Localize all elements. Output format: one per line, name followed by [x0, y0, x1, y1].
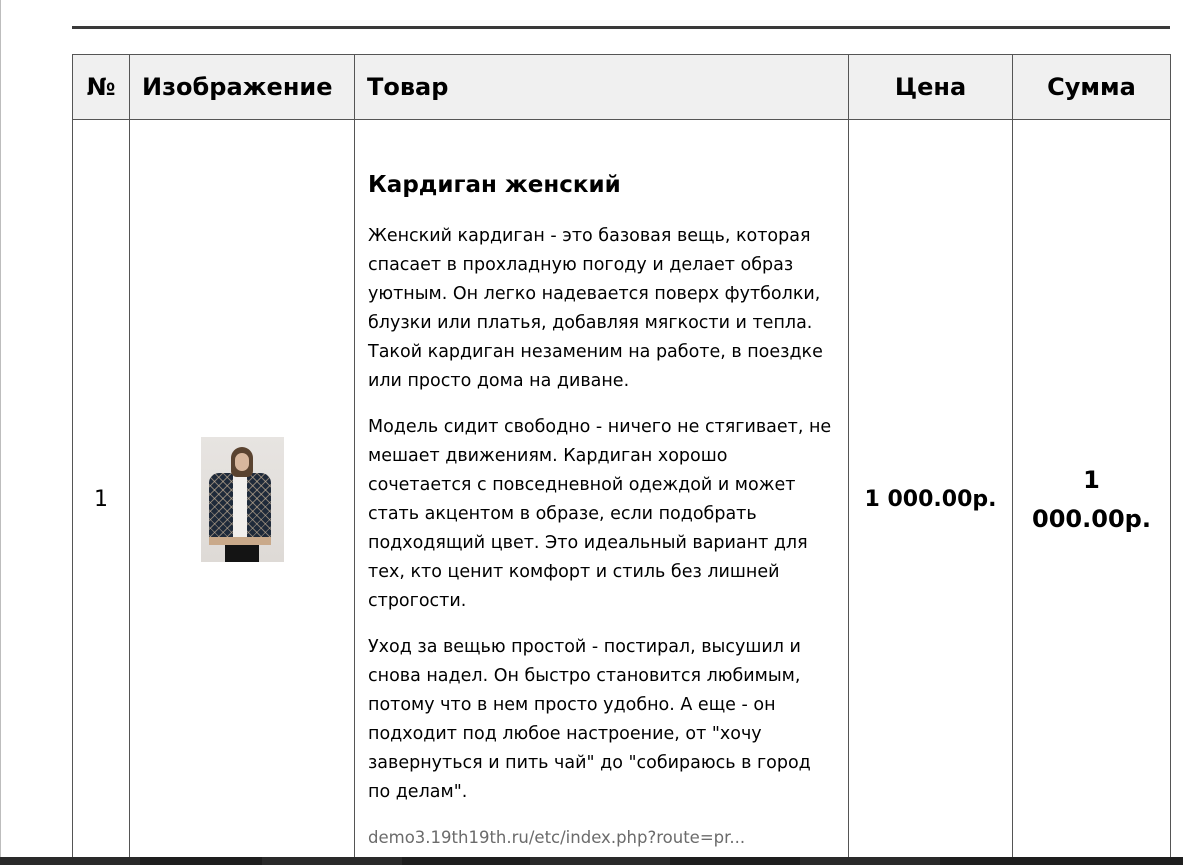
order-items-table: [72, 54, 1171, 865]
product-sum: 1 000.00р.: [1013, 120, 1171, 865]
product-price: 1 000.00р.: [849, 120, 1013, 865]
product-description: [368, 222, 836, 807]
column-header-product: Товар: [355, 55, 849, 120]
header-divider: [72, 26, 1170, 29]
table-row: [73, 120, 1171, 865]
column-header-sum: Сумма: [1013, 55, 1171, 120]
column-header-num: №: [73, 55, 130, 120]
row-number: 1: [73, 120, 130, 865]
taskbar-strip: [0, 857, 1183, 865]
table-header-row: [73, 55, 1171, 120]
column-header-image: Изображение: [130, 55, 355, 120]
column-header-price: Цена: [849, 55, 1013, 120]
description-paragraph: Модель сидит свободно - ничего не стягивает, не мешает движениям. Кардиган хорошо сочетается с повседневной одеждой и может стать акцентом в образе, если подобрать подходящий цвет. Это идеальный вариант для тех, кто ценит комфорт и стиль без лишней строгости.: [368, 417, 832, 611]
product-thumbnail[interactable]: [201, 437, 284, 562]
description-paragraph: Женский кардиган - это базовая вещь, которая спасает в прохладную погоду и делает образ уютным. Он легко надевается поверх футболки, блузки или платья, добавляя мягкости и тепла. Такой кардиган незаменим на работе, в поездке или просто дома на диване.: [368, 226, 823, 391]
product-image-cell: [130, 120, 355, 865]
window-edge: [0, 0, 1, 865]
product-url: demo3.19th19th.ru/etc/index.php?route=pr...: [368, 828, 746, 847]
product-info-cell: [355, 120, 849, 865]
description-paragraph: Уход за вещью простой - постирал, высушил и снова надел. Он быстро становится любимым, потому что в нем просто удобно. А еще - он подходит под любое настроение, от "хочу завернуться и пить чай" до "собираюсь в город по делам".: [368, 637, 811, 802]
product-name: Кардиган женский: [368, 172, 621, 198]
